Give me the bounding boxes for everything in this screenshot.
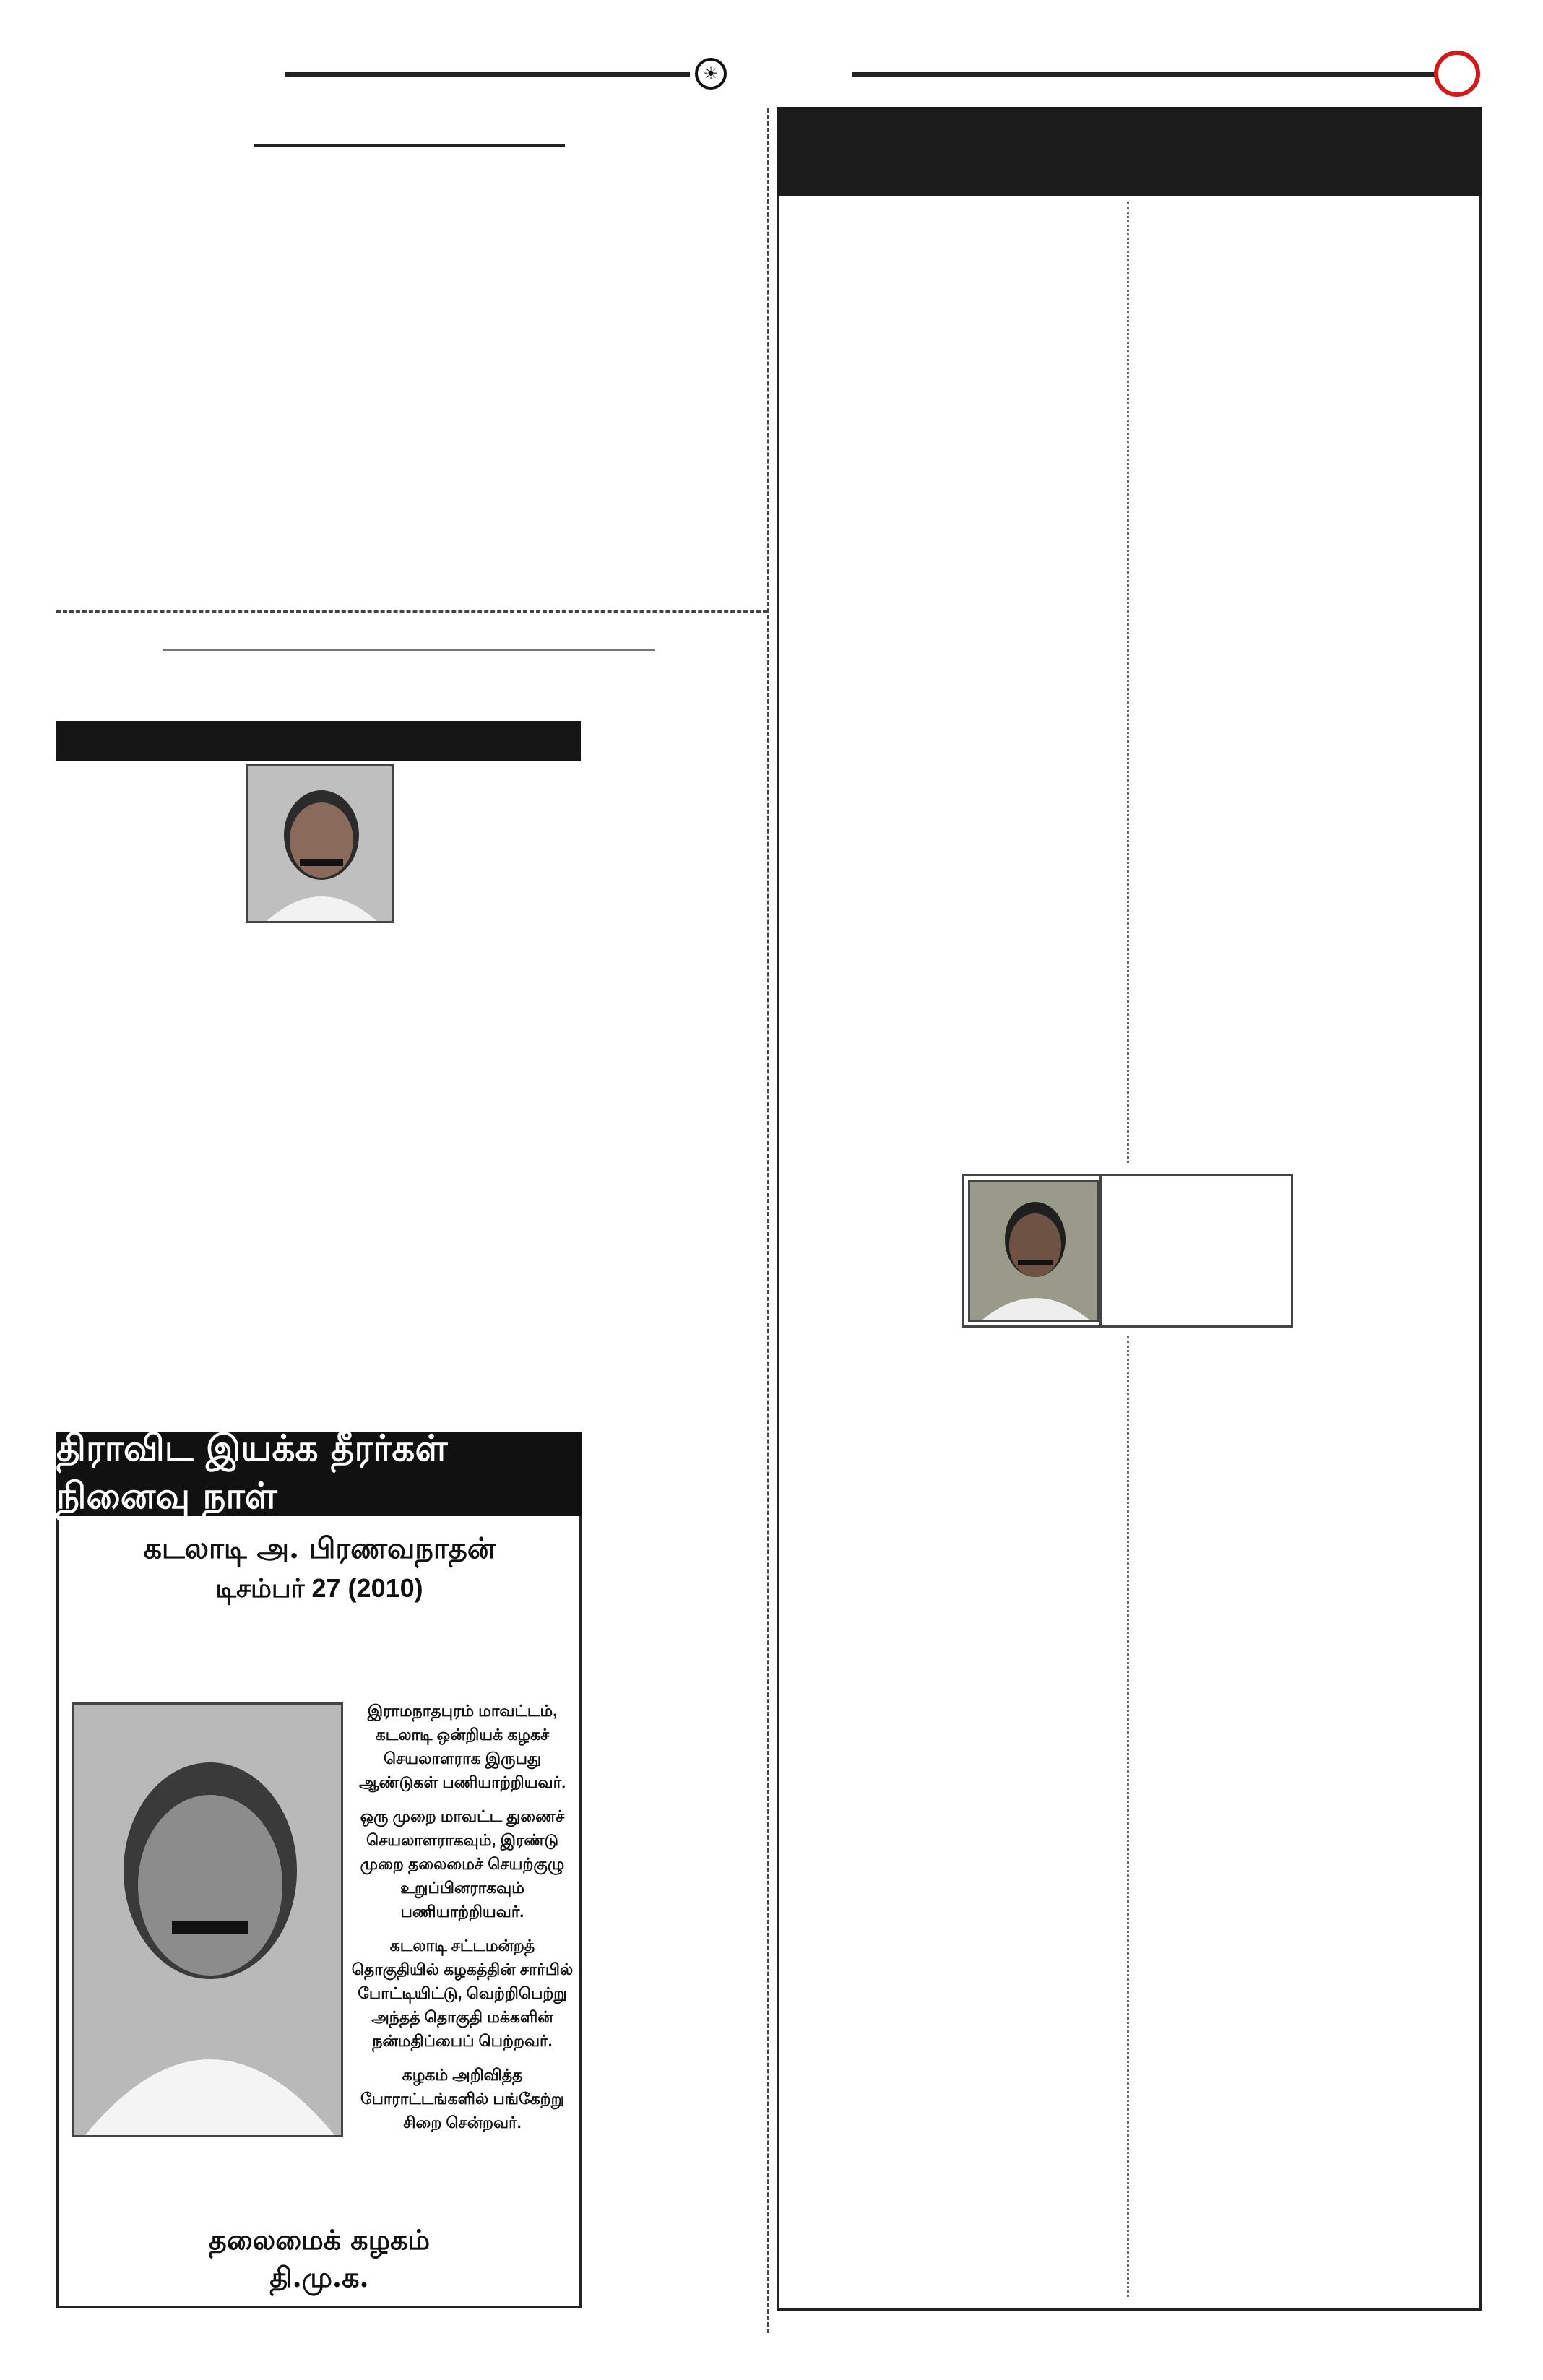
rising-sun-emblem-icon: ☀ [695,58,727,90]
right-column-divider-lower [1127,1336,1129,2297]
memorial-footer-org: தலைமைக் கழகம் [208,2223,431,2256]
author-photo [968,1180,1099,1322]
portrait-icon [970,1182,1099,1322]
memorial-date: டிசம்பர் 27 (2010) [215,1573,423,1603]
left-section-banner [56,721,581,761]
memorial-bio [347,1699,578,2139]
left-article-title-underline [254,144,565,147]
memorial-bio-paragraph: கடலாடி சட்டமன்றத் தொகுதியில் கழகத்தின் சார்பில் போட்டியிட்டு, வெற்றிபெற்று அந்தத் தொகுதி மக்களின் நன்மதிப்பைப் பெற்றவர். [351,1937,574,2050]
left-second-article-rule [163,649,655,651]
profile-photo [246,764,394,923]
memorial-bio-paragraph: ஒரு முறை மாவட்ட துணைச் செயலாளராகவும், இரண்டு முறை தலைமைச் செயற்குழு உறுப்பினராகவும் பணியாற்றியவர். [360,1807,565,1921]
header-rule-left [285,72,690,77]
memorial-bio-paragraph: இராமநாதபுரம் மாவட்டம், கடலாடி ஒன்றியக் கழகச் செயலாளராக இருபது ஆண்டுகள் பணியாற்றியவர். [358,1702,566,1791]
memorial-footer-party: தி.மு.க. [269,2261,369,2293]
portrait-icon [74,1705,343,2137]
header-rule-right [852,72,1438,77]
memorial-bio-paragraph: கழகம் அறிவித்த போராட்டங்களில் பங்கேற்று சிறை சென்றவர். [360,2066,565,2132]
right-panel-header-bar [777,107,1482,196]
memorial-photo [72,1702,343,2137]
right-column-divider-upper [1127,202,1129,1163]
author-inset-divider [1099,1174,1102,1328]
page-number-circle-icon [1434,51,1480,97]
column-divider-main [767,108,769,2333]
memorial-title: திராவிட இயக்க தீரர்கள் நினைவு நாள் [56,1432,582,1516]
portrait-icon [248,766,394,923]
memorial-name: கடலாடி அ. பிரணவநாதன் [143,1531,496,1565]
left-section-divider [56,610,767,613]
